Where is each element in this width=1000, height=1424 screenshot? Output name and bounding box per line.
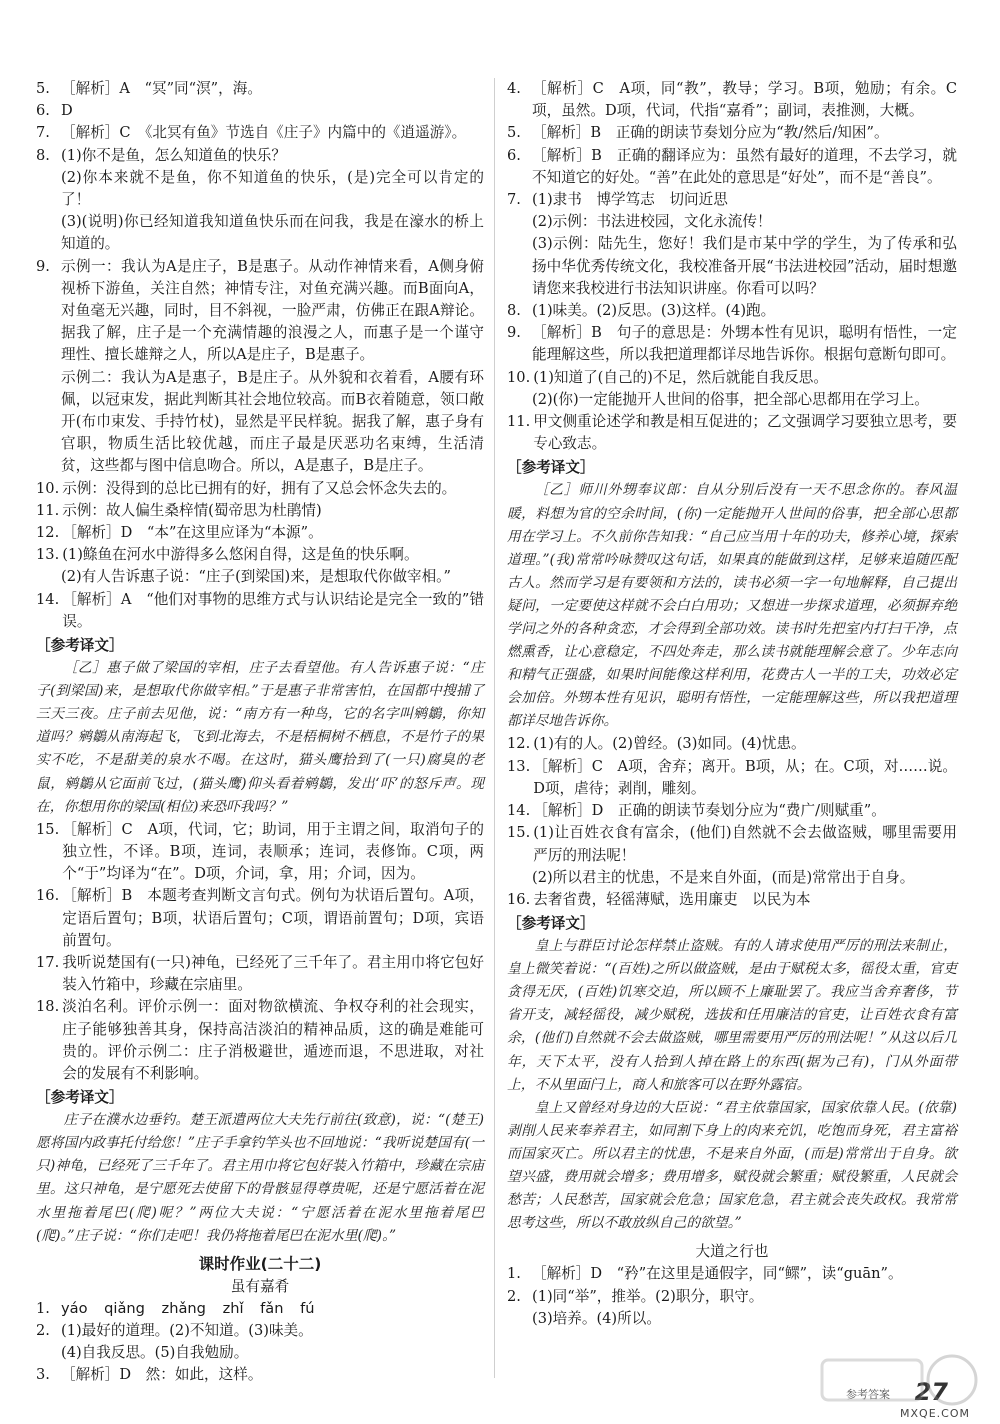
- pinyin-answer: 1. yáo qiǎng zhǎng zhǐ fǎn fú: [36, 1299, 315, 1317]
- answer-item: 12. ［解析］D “本”在这里应译为“本源”。: [36, 524, 323, 542]
- answer-item: 15. ［解析］C A项，代词，它；助词，用于主谓之间，取消句子的独立性，不译。B项，连词，表顺承；连词，表修饰。C项，两个“于”均译为“在”。D项，介词，拿，用；介词，因为。: [36, 820, 484, 883]
- answer-item: 14. ［解析］D 正确的朗读节奏划分应为“费广/则赋重”。: [507, 802, 886, 820]
- answer-item: 4. ［解析］C A项，同“教”，教导；学习。B项，勉励；有余。C项，虽然。D项，代词，代指“嘉肴”；副词，表推测，大概。: [507, 80, 957, 120]
- left-answers-1: [36, 78, 484, 633]
- answer-item: 8. (1)味美。(2)反思。(3)这样。(4)跑。: [507, 302, 776, 320]
- answer-item: 5. ［解析］A “冥”同“溟”，海。: [36, 80, 262, 97]
- answer-item: (2)示例：书法进校园，文化永流传！: [532, 213, 772, 231]
- right-answers-3: [507, 1263, 957, 1330]
- column-divider: [494, 78, 495, 1378]
- left-answers-3: [36, 1320, 484, 1387]
- lesson-title: 大道之行也: [695, 1243, 769, 1261]
- answer-item: 17. 我听说楚国有(一只)神龟，已经死了三千年了。君主用巾将它包好装入竹箱中，珍藏在宗庙里。: [36, 953, 484, 994]
- answer-item: 6. ［解析］B 正确的翻译应为：虽然有最好的道理，不去学习，就不知道它的好处。“善”在此处的意思是“好处”，而不是“善良”。: [507, 146, 957, 186]
- answer-item: (2)(你)一定能抛开人世间的俗事，把全部心思都用在学习上。: [532, 390, 929, 408]
- answer-item: 示例二：我认为A是惠子，B是庄子。从外貌和衣着看，A腰有环佩，以冠束发，据此判断其社会地位较高。而B衣着随意，领口敞开(布巾束发、手持竹杖)，显然是平民样貌。据我了解，惠子身有官职，物质生活比较优越，而庄子最是厌恶功名束缚，生活清贫，这些都与图中信息吻合。所以，A是惠子，B是庄子。: [61, 368, 484, 475]
- answer-item: 11. 示例：故人偏生桑梓情(蜀帝思为杜鹃情): [36, 501, 322, 519]
- answer-item: 7. (1)隶书 博学笃志 切问近思: [507, 191, 728, 209]
- answer-item: 13. ［解析］C A项，舍弃；离开。B项，从；在。C项，对……说。D项，虐待；剥削，雕刻。: [507, 757, 957, 797]
- answer-item: 2. (1)最好的道理。(2)不知道。(3)味美。: [36, 1321, 313, 1339]
- reference-translation: ［乙］惠子做了梁国的宰相，庄子去看望他。有人告诉惠子说：“庄子(到梁国)来，是想取代你做宰相。”于是惠子非常害怕，在国都中搜捕了三天三夜。庄子前去见他，说：“南方有一种鸟，它的名字叫鹓鶵，你知道吗？鹓鶵从南海起飞，飞到北海去，不是梧桐树不栖息，不是竹子的果实不吃，不是甜美的泉水不喝。在这时，猫头鹰拾到了(一只)腐臭的老鼠，鹓鶵从它面前飞过，(猫头鹰)仰头看着鹓鶵，发出‘吓’的怒斥声。现在，你想用你的梁国(相位)来恐吓我吗？”: [36, 660, 484, 815]
- answer-item: 12. (1)有的人。(2)曾经。(3)如同。(4)忧患。: [507, 735, 806, 753]
- page-label: 参考答案: [846, 1388, 890, 1401]
- reference-translation: 庄子在濮水边垂钓。楚王派遣两位大夫先行前往(致意)，说：“(楚王)愿将国内政事托付给您！”庄子手拿钓竿头也不回地说：“我听说楚国有(一只)神龟，已经死了三千年了。君主用巾将它包好装入竹箱中，珍藏在宗庙里。这只神龟，是宁愿死去使留下的骨骸显得尊贵呢，还是宁愿活着在泥水里拖着尾巴(爬)呢？”两位大夫说：“宁愿活着在泥水里拖着尾巴(爬)。”庄子说：“你们走吧！我仍将拖着尾巴在泥水里(爬)。”: [36, 1112, 484, 1244]
- right-column: [507, 78, 957, 1330]
- right-answers-1: [507, 78, 957, 455]
- reference-translation-heading: ［参考译文］: [507, 915, 595, 933]
- answer-item: 8. (1)你不是鱼，怎么知道鱼的快乐？: [36, 146, 286, 164]
- answer-item: (3)(说明)你已经知道我知道鱼快乐而在问我，我是在濠水的桥上知道的。: [61, 213, 484, 253]
- answer-item: (2)所以君主的忧患，不是来自外面，(而是)常常出于自身。: [532, 868, 915, 886]
- answer-item: 7. ［解析］C 《北冥有鱼》节选自《庄子》内篇中的《逍遥游》。: [36, 124, 467, 142]
- reference-translation-heading: ［参考译文］: [507, 459, 595, 477]
- reference-translation: 皇上与群臣讨论怎样禁止盗贼。有的人请求使用严厉的刑法来制止，皇上微笑着说：“(百姓)之所以做盗贼，是由于赋税太多，徭役太重，官吏贪得无厌，(百姓)饥寒交迫，所以顾不上廉耻罢了。我应当舍弃奢侈，节省开支，减轻徭役，减少赋税，选拔和任用廉洁的官吏，让百姓衣食有富余，(他们)自然就不会去做盗贼，哪里需要用严厉的刑法呢！”从这以后几年，天下太平，没有人拾到人掉在路上的东西(据为己有)，门从外面带上，不从里面闩上，商人和旅客可以在野外露宿。: [507, 938, 957, 1093]
- answer-item: 10. 示例：没得到的总比已拥有的好，拥有了又总会怀念失去的。: [36, 479, 457, 497]
- answer-item: (3)培养。(4)所以。: [532, 1309, 661, 1327]
- answer-item: (2)你本来就不是鱼，你不知道鱼的快乐，(是)完全可以肯定的了！: [61, 168, 484, 209]
- answer-item: 9. 示例一：我认为A是庄子，B是惠子。从动作神情来看，A侧身俯视桥下游鱼，关注自然；神情专注，对鱼充满兴趣。而B面向A，对鱼毫无兴趣，同时，目不斜视，一脸严肃，仿佛正在跟A辩论。据我了解，庄子是一个充满情趣的浪漫之人，而惠子是一个谨守理性、擅长雄辩之人，所以A是庄子，B是惠子。: [36, 257, 484, 364]
- answer-item: (2)有人告诉惠子说：“庄子(到梁国)来，是想取代你做宰相。”: [61, 568, 451, 586]
- answer-item: 1. ［解析］D “矜”在这里是通假字，同“鳏”，读“guān”。: [507, 1265, 903, 1283]
- reference-translation: ［乙］师川外甥奉议郎：自从分别后没有一天不思念你的。春风温暖，料想为官的空余时间，(你)一定能抛开人世间的俗事，把全部心思都用在学习上。不久前你告知我：“自己应当用十年的功夫，修养心境，探索道理。”(我)常常吟咏赞叹这句话，如果真的能做到这样，足够来追随匹配古人。然而学习是有要领和方法的，读书必须一字一句地解释，自己提出疑问，一定要使这样就不会白白用功；又想进一步探求道理，必须摒弃绝学问之外的各种贪恋，才会得到全部功效。读书时先把室内打扫干净，点燃熏香，让心意稳定，不四处奔走，那么读书就能理解会意了。少年志向和精气正强盛，如果时间能像这样利用，花费古人一半的工夫，功效必定会加倍。外甥本性有见识，聪明有悟性，一定能理解这些，所以我把道理都详尽地告诉你。: [507, 482, 957, 730]
- left-answers-2: [36, 819, 484, 1085]
- answer-item: 14. ［解析］A “他们对事物的思维方式与认识结论是完全一致的”错误。: [36, 590, 484, 630]
- answer-item: 9. ［解析］B 句子的意思是：外甥本性有见识，聪明有悟性，一定能理解这些，所以我把道理都详尽地告诉你。根据句意断句即可。: [507, 324, 957, 364]
- answer-item: 13. (1)鲦鱼在河水中游得多么悠闲自得，这是鱼的快乐啊。: [36, 546, 419, 564]
- answer-item: 3. ［解析］D 然：如此，这样。: [36, 1366, 263, 1384]
- answer-item: 16. 去奢省费，轻徭薄赋，选用廉吏 以民为本: [507, 890, 811, 908]
- reference-translation: 皇上又曾经对身边的大臣说：“君主依靠国家，国家依靠人民。(依靠)剥削人民来奉养君主，如同割下身上的肉来充饥，吃饱而身死，君主富裕而国家灭亡。所以君主的忧患，不是来自外面，(而是)常常出于自身。欲望兴盛，费用就会增多；费用增多，赋役就会繁重；赋役繁重，人民就会愁苦；人民愁苦，国家就会危急；国家危急，君主就会丧失政权。我常常思考这些，所以不敢放纵自己的欲望。”: [507, 1099, 957, 1232]
- left-column: [36, 78, 484, 1387]
- answer-item: (4)自我反思。(5)自我勉励。: [61, 1344, 249, 1362]
- answer-item: 11. 甲文侧重论述学和教是相互促进的；乙文强调学习要独立思考，要专心致志。: [507, 413, 957, 453]
- answer-item: 2. (1)同“举”，推举。(2)职分，职守。: [507, 1287, 764, 1305]
- answer-item: 10. (1)知道了(自己的)不足，然后就能自我反思。: [507, 368, 828, 386]
- section-title: 课时作业(二十二): [198, 1254, 322, 1273]
- answer-item: 6. D: [36, 102, 73, 120]
- answer-item: 18. 淡泊名利。评价示例一：面对物欲横流、争权夺利的社会现实，庄子能够独善其身，保持高洁淡泊的精神品质，这的确是难能可贵的。评价示例二：庄子消极避世，遁迹而退，不思进取，对社会的发展有不利影响。: [36, 998, 484, 1082]
- answer-item: 5. ［解析］B 正确的朗读节奏划分应为“教/然后/知困”。: [507, 124, 889, 142]
- lesson-title: 虽有嘉肴: [230, 1277, 290, 1295]
- page-number: 27: [914, 1378, 948, 1406]
- answer-item: 15. (1)让百姓衣食有富余，(他们)自然就不会去做盗贼，哪里需要用严厉的刑法呢！: [507, 824, 957, 864]
- answer-item: 16. ［解析］B 本题考查判断文言句式。例句为状语后置句。A项，定语后置句；B项，状语后置句；C项，谓语前置句；D项，宾语前置句。: [36, 887, 484, 949]
- watermark-text: MXQE.COM: [900, 1407, 970, 1420]
- reference-translation-heading: ［参考译文］: [36, 637, 124, 655]
- right-answers-2: [507, 733, 957, 911]
- answer-item: (3)示例：陆先生，您好！我们是市某中学的学生，为了传承和弘扬中华优秀传统文化，我校准备开展“书法进校园”活动，届时想邀请您来我校进行书法知识讲座。你看可以吗？: [532, 235, 957, 297]
- reference-translation-heading: ［参考译文］: [36, 1089, 124, 1107]
